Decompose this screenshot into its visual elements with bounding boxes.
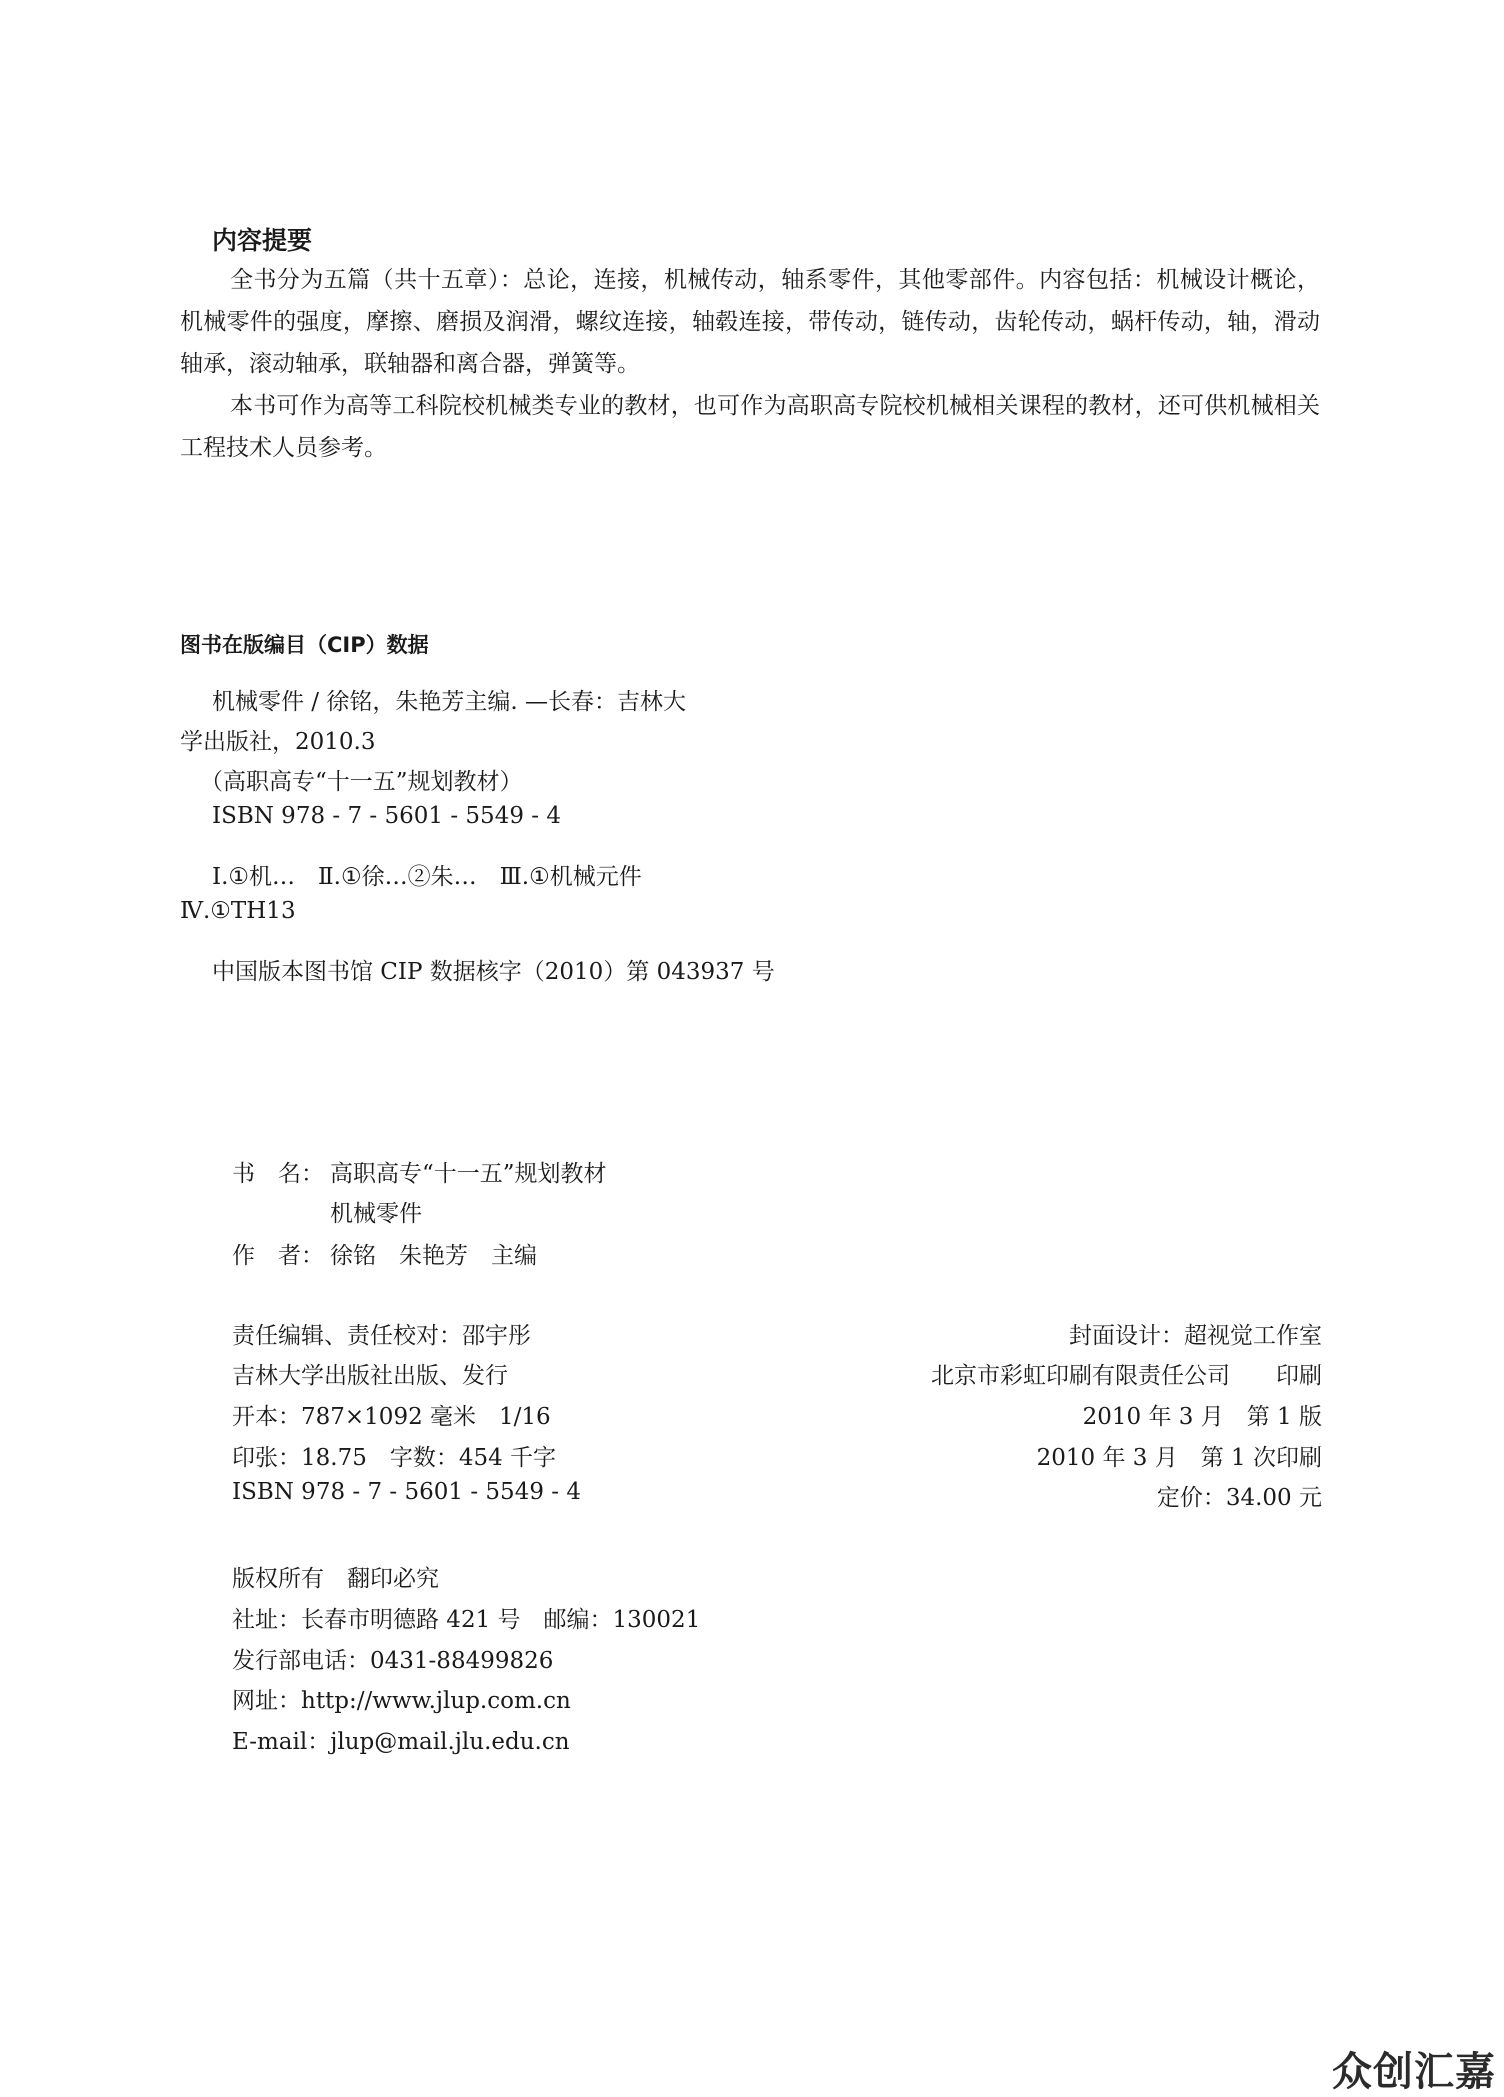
cip-line: （高职高专“十一五”规划教材）: [200, 769, 523, 795]
book-author-value: 徐铭 朱艳芳 主编: [330, 1243, 537, 1269]
publishing-left-line: ISBN 978 - 7 - 5601 - 5549 - 4: [232, 1479, 581, 1505]
publishing-right-line: 定价：34.00 元: [1156, 1485, 1322, 1511]
publishing-right-line: 2010 年 3 月 第 1 次印刷: [1036, 1445, 1322, 1471]
cip-line: ISBN 978 - 7 - 5601 - 5549 - 4: [212, 803, 561, 829]
summary-heading: 内容提要: [212, 226, 313, 255]
book-title-name: 机械零件: [330, 1201, 422, 1227]
cip-line: Ⅰ.①机… Ⅱ.①徐…②朱… Ⅲ.①机械元件: [212, 864, 642, 890]
publishing-right-line: 封面设计：超视觉工作室: [1069, 1323, 1322, 1349]
sales-phone: 发行部电话：0431-88499826: [232, 1648, 554, 1674]
publisher-address: 社址：长春市明德路 421 号 邮编：130021: [232, 1607, 701, 1633]
summary-paragraph: 本书可作为高等工科院校机械类专业的教材，也可作为高职高专院校机械相关课程的教材，还可供机械相关工程技术人员参考。: [180, 393, 1320, 461]
book-title-series: 高职高专“十一五”规划教材: [330, 1161, 607, 1187]
publishing-left-line: 开本：787×1092 毫米 1/16: [232, 1404, 551, 1430]
cip-line: 学出版社，2010.3: [180, 729, 376, 755]
publishing-left-line: 责任编辑、责任校对：邵宇彤: [232, 1323, 531, 1349]
summary-body: [180, 259, 1320, 469]
publishing-left-line: 印张：18.75 字数：454 千字: [232, 1445, 557, 1471]
publishing-left-line: 吉林大学出版社出版、发行: [232, 1363, 508, 1389]
publishing-right-line: 北京市彩虹印刷有限责任公司 印刷: [931, 1363, 1322, 1389]
email: E-mail：jlup@mail.jlu.edu.cn: [232, 1729, 570, 1755]
website: 网址：http://www.jlup.com.cn: [232, 1688, 571, 1714]
book-title-label: 书 名：: [232, 1161, 324, 1187]
cip-line: Ⅳ.①TH13: [180, 898, 296, 924]
summary-paragraph: 全书分为五篇（共十五章）：总论，连接，机械传动，轴系零件，其他零部件。内容包括：机械设计概论，机械零件的强度，摩擦、磨损及润滑，螺纹连接，轴毂连接，带传动，链传动，齿轮传动，蜗杆传动，轴，滑动轴承，滚动轴承，联轴器和离合器，弹簧等。: [180, 267, 1320, 377]
book-author-label: 作 者：: [232, 1243, 324, 1269]
cip-line: 中国版本图书馆 CIP 数据核字（2010）第 043937 号: [212, 959, 775, 985]
cip-heading: 图书在版编目（CIP）数据: [180, 633, 429, 657]
publishing-right-line: 2010 年 3 月 第 1 版: [1082, 1404, 1322, 1430]
watermark-logo: 众创汇嘉: [1332, 2049, 1496, 2095]
cip-line: 机械零件 / 徐铭，朱艳芳主编. —长春：吉林大: [212, 689, 686, 715]
copyright-notice: 版权所有 翻印必究: [232, 1566, 439, 1592]
